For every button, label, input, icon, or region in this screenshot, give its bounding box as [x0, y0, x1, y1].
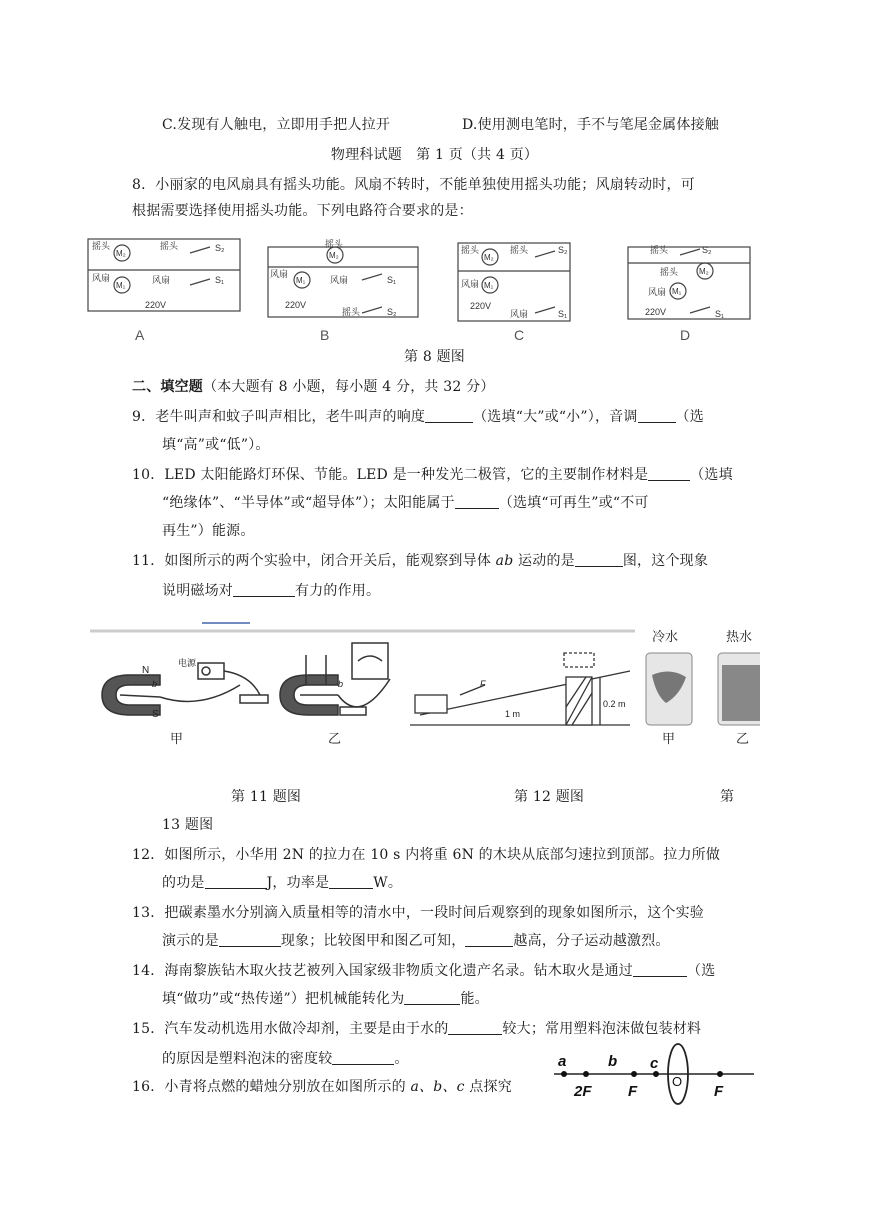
svg-text:风扇: 风扇 [461, 279, 480, 289]
q15-blank-1[interactable] [448, 1020, 502, 1035]
fig8-caption: 第 8 题图 [403, 349, 465, 365]
q10-line3: 再生”）能源。 [162, 523, 255, 539]
fig8-option-b: B [320, 327, 330, 343]
q13-line1: 13．把碳素墨水分别滴入质量相等的清水中，一段时间后观察到的现象如图所示，这个实验 [132, 905, 705, 921]
q8-text-line1: 8．小丽家的电风扇具有摇头功能。风扇不转时，不能单独使用摇头功能；风扇转动时，可 [132, 177, 695, 193]
q9-line1: 9．老牛叫声和蚊子叫声相比，老牛叫声的响度 （选填“大”或“小”），音调 （选 [132, 409, 704, 425]
q7-option-c: C.发现有人触电，立即用手把人拉开 [162, 117, 391, 133]
fig13-yi: 乙 [736, 731, 750, 746]
lens-label-f: F [628, 1083, 638, 1100]
svg-text:S₁: S₁ [215, 275, 225, 285]
fig8-circuits [80, 225, 760, 345]
q9-blank-2[interactable] [638, 408, 676, 423]
q14-line1: 14．海南黎族钻木取火技艺被列入国家级非物质文化遗产名录。钻木取火是通过 （选 [132, 963, 716, 979]
lens-label-o: O [672, 1074, 683, 1089]
q15-line1: 15．汽车发动机选用水做冷却剂，主要是由于水的 较大；常用塑料泡沫做包装材料 [132, 1021, 702, 1037]
q15-line2: 的原因是塑料泡沫的密度较 。 [162, 1051, 409, 1067]
fig13-caption-b: 13 题图 [162, 817, 214, 833]
q14-line2: 填“做功”或“热传递”）把机械能转化为 能。 [162, 991, 489, 1007]
q16-line1: 16．小青将点燃的蜡烛分别放在如图所示的 a、b、c 点探究 [132, 1079, 512, 1095]
svg-text:S₂: S₂ [387, 307, 397, 317]
svg-text:b: b [338, 679, 344, 689]
svg-text:M₁: M₁ [116, 281, 126, 290]
svg-text:b: b [152, 679, 158, 689]
fig8-option-d: D [680, 327, 691, 343]
svg-text:摇头: 摇头 [660, 267, 679, 277]
section2-title: 二、填空题 [132, 379, 203, 395]
svg-text:M₁: M₁ [484, 281, 494, 290]
fig13-caption-a: 第 [720, 789, 735, 805]
lens-point-a: a [558, 1053, 567, 1070]
fig11-yi: 乙 [328, 731, 342, 746]
svg-text:电源: 电源 [178, 658, 197, 668]
svg-text:M₂: M₂ [484, 253, 494, 262]
svg-text:摇头: 摇头 [461, 245, 480, 255]
q11-line1: 11．如图所示的两个实验中，闭合开关后，能观察到导体 ab 运动的是 图，这个现象 [132, 553, 709, 569]
section2-desc: （本大题有 8 小题，每小题 4 分，共 32 分） [203, 379, 495, 395]
svg-text:风扇: 风扇 [92, 273, 111, 283]
q12-blank-1[interactable] [205, 874, 267, 889]
fig13-jia: 甲 [662, 731, 676, 746]
svg-text:摇头: 摇头 [342, 307, 361, 317]
q15-blank-2[interactable] [332, 1050, 394, 1065]
svg-text:摇头: 摇头 [160, 241, 179, 251]
svg-text:风扇: 风扇 [510, 309, 529, 319]
fig12-caption: 第 12 题图 [514, 789, 585, 805]
svg-text:S₂: S₂ [215, 243, 225, 253]
q13-blank-2[interactable] [465, 932, 513, 947]
svg-text:风扇: 风扇 [330, 275, 349, 285]
svg-text:N: N [142, 665, 150, 676]
page-footer: 物理科试题 第 1 页（共 4 页） [330, 147, 539, 163]
svg-text:风扇: 风扇 [270, 269, 289, 279]
q14-blank-2[interactable] [404, 990, 460, 1005]
svg-text:S₁: S₁ [558, 309, 568, 319]
lens-point-c: c [650, 1055, 659, 1072]
q7-option-d: D.使用测电笔时，手不与笔尾金属体接触 [462, 117, 719, 133]
q10-blank-2[interactable] [455, 494, 499, 509]
q10-line1: 10．LED 太阳能路灯环保、节能。LED 是一种发光二极管，它的主要制作材料是 （选填 [132, 467, 733, 483]
q9-line2: 填“高”或“低”）。 [162, 437, 270, 453]
svg-text:S₂: S₂ [558, 245, 568, 255]
fig11-12-13 [90, 615, 760, 755]
fig8-option-c: C [514, 327, 525, 343]
q12-blank-2[interactable] [329, 874, 373, 889]
svg-text:M₂: M₂ [116, 249, 126, 258]
svg-text:1 m: 1 m [505, 709, 521, 719]
lens-label-2f: 2F [574, 1083, 592, 1100]
lens-figure [548, 1042, 760, 1112]
svg-text:0.2 m: 0.2 m [603, 699, 626, 709]
q11-blank-2[interactable] [233, 582, 295, 597]
q11-blank-1[interactable] [575, 552, 623, 567]
q11-line2: 说明磁场对 有力的作用。 [162, 583, 381, 599]
q9-blank-1[interactable] [425, 408, 473, 423]
svg-text:220V: 220V [645, 307, 667, 317]
section2-heading [132, 376, 495, 396]
fig11-jia: 甲 [170, 731, 184, 746]
q14-blank-1[interactable] [633, 962, 687, 977]
svg-text:S: S [152, 709, 159, 720]
q10-line2: “绝缘体”、“半导体”或“超导体”）；太阳能属于 （选填“可再生”或“不可 [162, 495, 649, 511]
fig13-cold: 冷水 [652, 629, 679, 644]
q12-line1: 12．如图所示，小华用 2N 的拉力在 10 s 内将重 6N 的木块从底部匀速拉到顶部。拉力所做 [132, 847, 721, 863]
lens-point-b: b [608, 1053, 618, 1070]
fig8-option-a: A [135, 327, 145, 343]
svg-text:220V: 220V [145, 300, 167, 310]
q13-line2: 演示的是 现象；比较图甲和图乙可知， 越高，分子运动越激烈。 [162, 933, 670, 949]
svg-text:S₁: S₁ [715, 309, 725, 319]
svg-text:M₂: M₂ [329, 251, 339, 260]
fig8-a-label-yaotou: 摇头 [92, 241, 111, 251]
q13-blank-1[interactable] [219, 932, 281, 947]
svg-text:摇头: 摇头 [650, 245, 669, 255]
q12-line2: 的功是 J，功率是 W。 [162, 875, 403, 891]
svg-text:F: F [480, 679, 486, 689]
svg-text:风扇: 风扇 [648, 287, 667, 297]
fig13-hot: 热水 [726, 629, 753, 644]
svg-text:摇头: 摇头 [510, 245, 529, 255]
svg-text:风扇: 风扇 [152, 275, 171, 285]
fig11-caption: 第 11 题图 [231, 789, 302, 805]
svg-text:220V: 220V [470, 301, 492, 311]
svg-text:M₁: M₁ [296, 276, 306, 285]
svg-text:S₂: S₂ [702, 245, 712, 255]
lens-label-f-right: F [714, 1083, 724, 1100]
q8-text-line2: 根据需要选择使用摇头功能。下列电路符合要求的是： [132, 203, 473, 219]
svg-text:摇头: 摇头 [325, 239, 344, 249]
svg-text:M₁: M₁ [672, 287, 682, 296]
svg-text:S₁: S₁ [387, 275, 397, 285]
q10-blank-1[interactable] [648, 466, 690, 481]
svg-text:220V: 220V [285, 300, 307, 310]
svg-text:M₂: M₂ [699, 267, 709, 276]
